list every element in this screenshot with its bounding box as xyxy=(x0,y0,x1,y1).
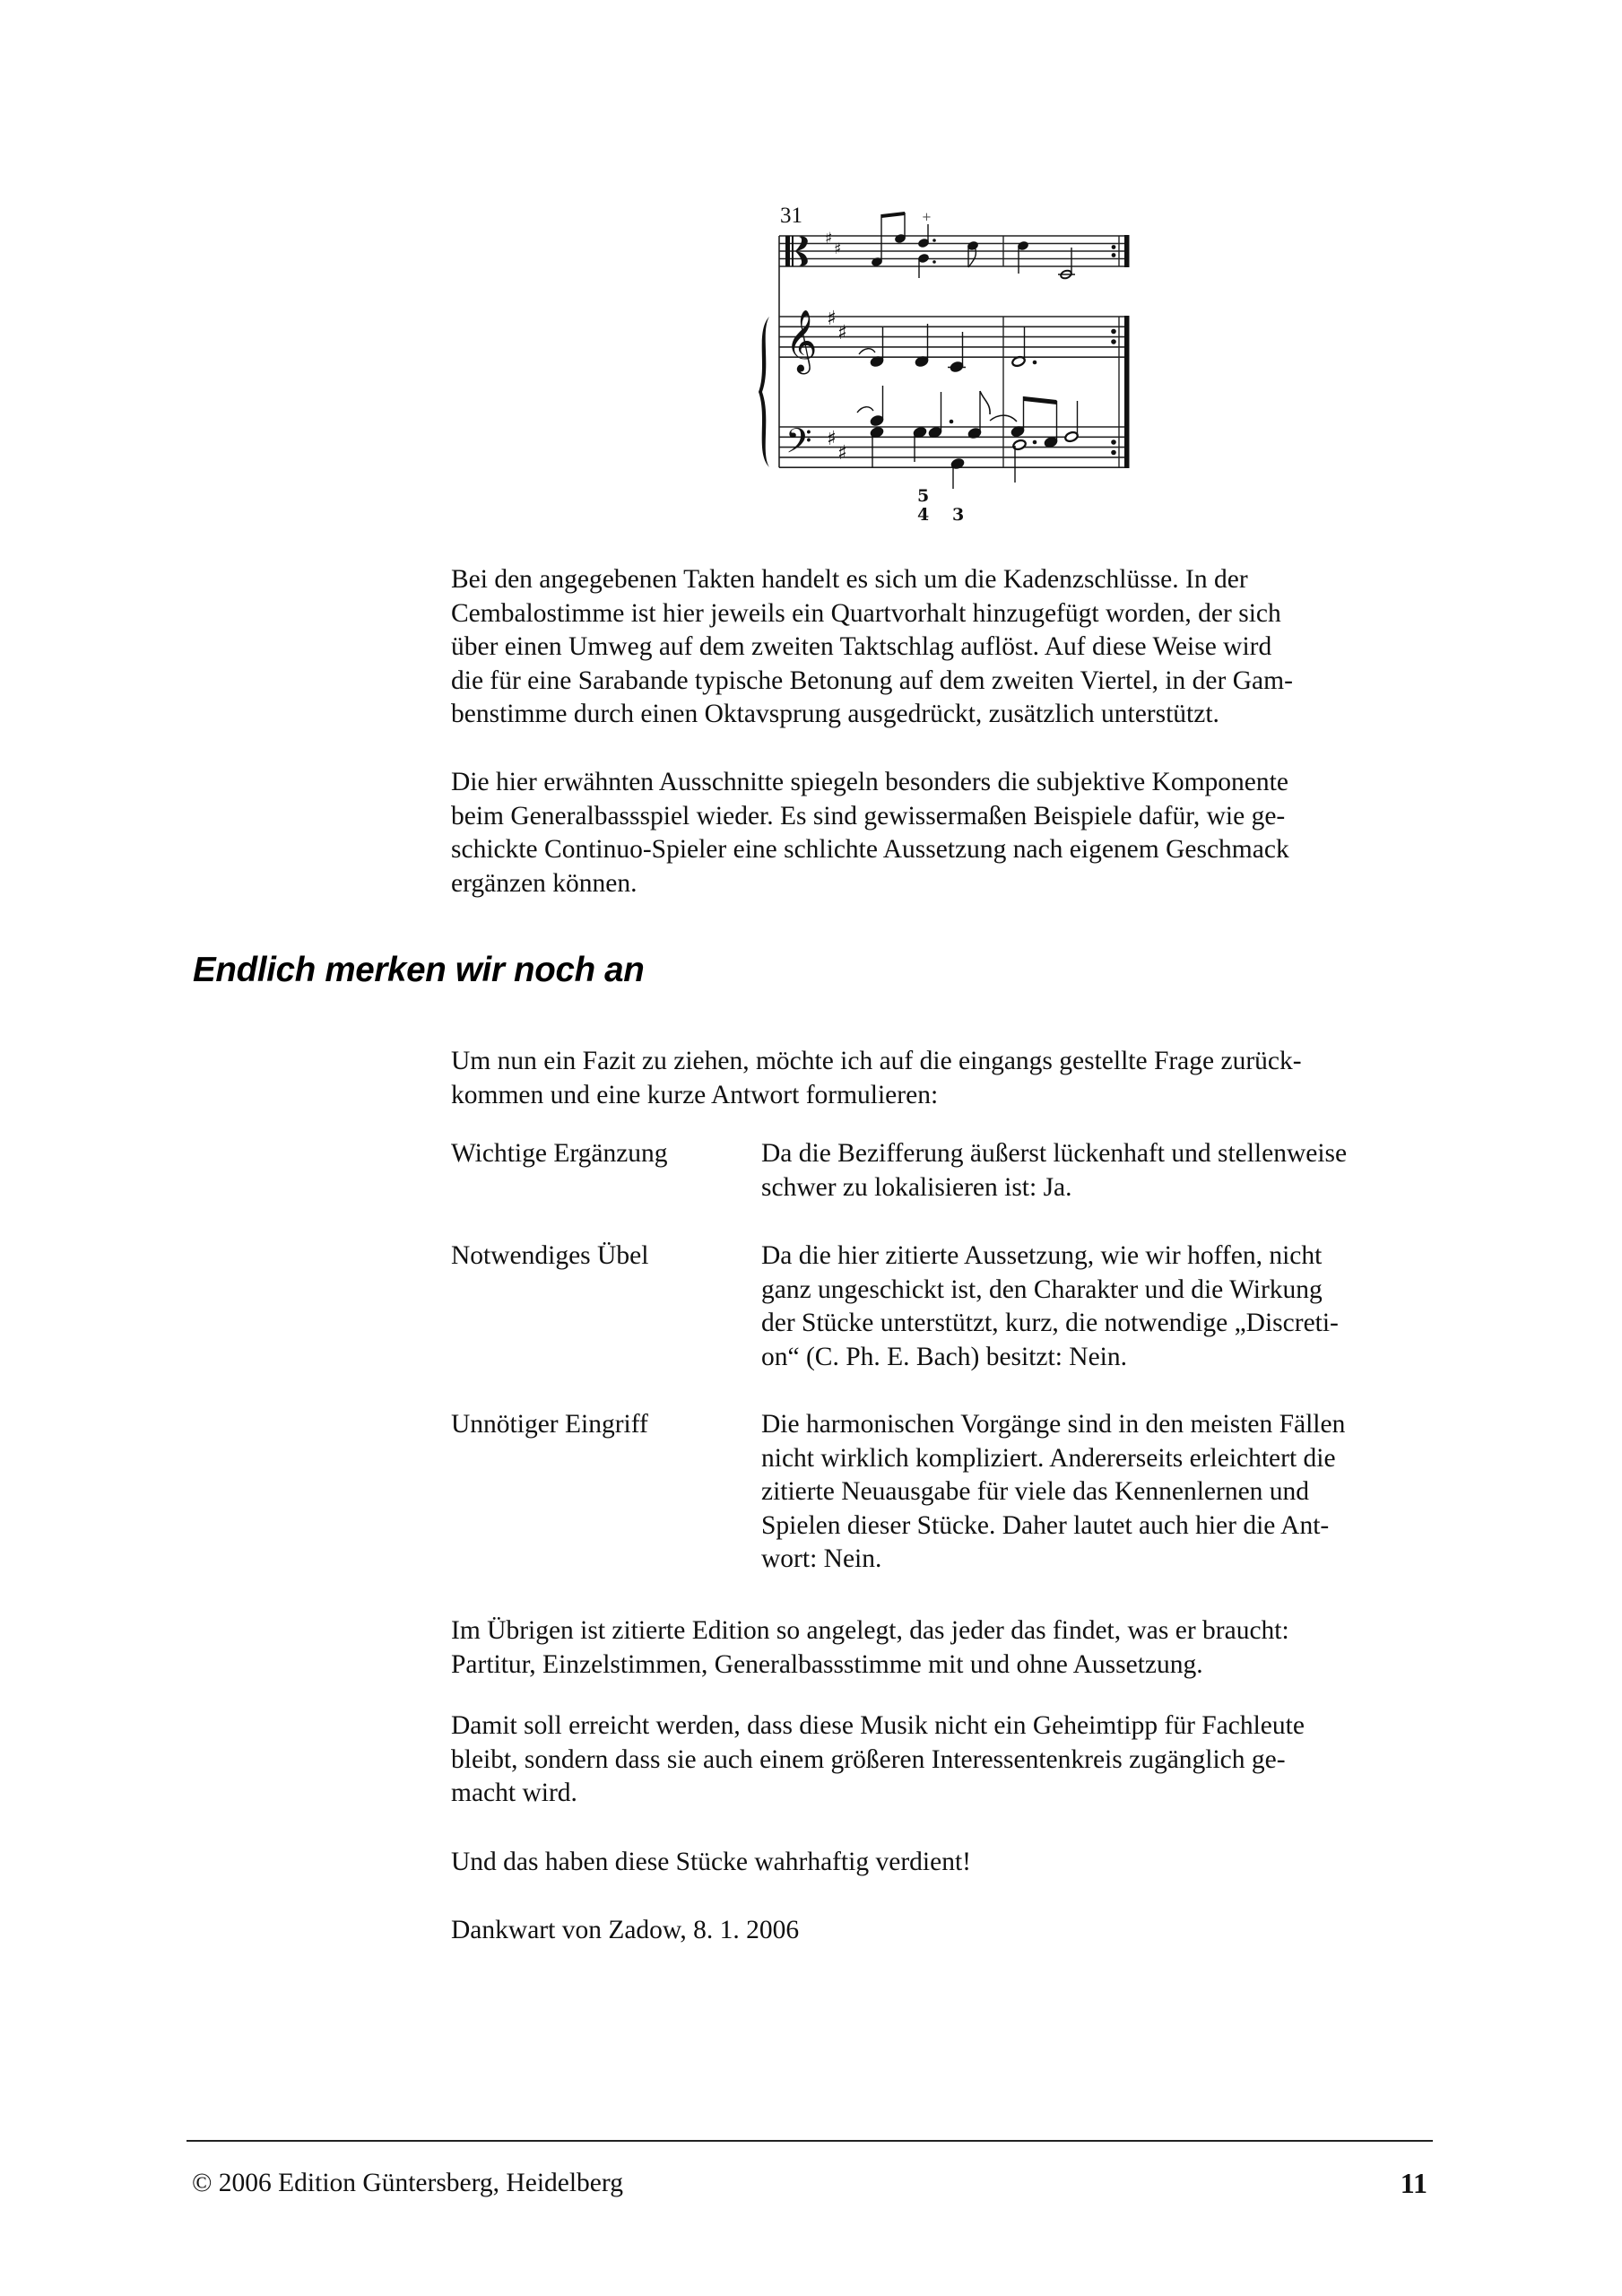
answer-term: Notwendiges Übel xyxy=(451,1241,649,1270)
text-line: bleibt, sondern dass sie auch einem größeren Interessentenkreis zugänglich ge- xyxy=(451,1744,1286,1774)
text-line: schwer zu lokalisieren ist: Ja. xyxy=(761,1172,1072,1202)
final-thick-barline xyxy=(1124,316,1130,468)
treble-clef-icon: 𝄞 xyxy=(785,309,818,372)
text-line: Cembalostimme ist hier jeweils ein Quartvorhalt hinzugefügt worden, der sich xyxy=(451,598,1281,628)
sharp-icon: ♯ xyxy=(837,442,847,465)
signature xyxy=(451,1914,1473,1948)
paragraph-cadence xyxy=(451,563,1473,732)
sharp-icon: ♯ xyxy=(834,240,842,258)
text-line: ergänzen können. xyxy=(451,868,638,898)
text-line: Spielen dieser Stücke. Daher lautet auch hier die Ant- xyxy=(761,1510,1330,1540)
music-excerpt xyxy=(0,0,1622,556)
signature-text: Dankwart von Zadow, 8. 1. 2006 xyxy=(451,1916,800,1944)
brace xyxy=(759,317,769,467)
sharp-icon: ♯ xyxy=(827,308,837,330)
text-line: Bei den angegebenen Takten handelt es sich um die Kadenzschlüsse. In der xyxy=(451,565,1248,594)
answer-term: Wichtige Ergänzung xyxy=(451,1139,668,1168)
figured-bass-5: 5 xyxy=(917,486,930,506)
final-thick-barline xyxy=(1124,235,1130,267)
text-line: zitierte Neuausgabe für viele das Kennenlernen und xyxy=(761,1477,1310,1507)
text-line: Da die Bezifferung äußerst lückenhaft und stellenweise xyxy=(761,1139,1348,1168)
text-line: der Stücke unterstützt, kurz, die notwendige „Discreti- xyxy=(761,1309,1339,1338)
paragraph-excerpts xyxy=(451,766,1473,900)
notes-cembalo-right xyxy=(859,324,1037,373)
paragraph-conclusion xyxy=(451,1846,1473,1880)
text-line: Da die hier zitierte Aussetzung, wie wir hoffen, nicht xyxy=(761,1241,1323,1270)
sharp-icon: ♯ xyxy=(837,322,847,344)
text-line: kommen und eine kurze Antwort formulieren: xyxy=(451,1080,939,1109)
text-line: beim Generalbassspiel wieder. Es sind gewissermaßen Beispiele dafür, wie ge- xyxy=(451,801,1286,831)
figured-bass-4: 4 xyxy=(917,505,930,525)
answer-term: Unnötiger Eingriff xyxy=(451,1410,648,1439)
section-heading: Endlich merken wir noch an xyxy=(193,951,645,989)
ornament-trill-mark: + xyxy=(922,211,932,224)
text-line: on“ (C. Ph. E. Bach) besitzt: Nein. xyxy=(761,1342,1128,1371)
text-line: schickte Continuo-Spieler eine schlichte Aussetzung nach eigenem Geschmack xyxy=(451,835,1289,865)
bass-clef-icon: 𝄢 xyxy=(785,421,812,469)
text-line: benstimme durch einen Oktavsprung ausgedrückt, zusätzlich unterstützt. xyxy=(451,700,1219,729)
sharp-icon: ♯ xyxy=(827,428,837,450)
text-line: Die hier erwähnten Ausschnitte spiegeln besonders die subjektive Komponente xyxy=(451,768,1288,796)
text-line: Die harmonischen Vorgänge sind in den meisten Fällen xyxy=(761,1410,1346,1439)
sharp-icon: ♯ xyxy=(825,230,833,248)
notes-gamba xyxy=(871,212,1075,280)
paragraph-intro xyxy=(451,1045,1473,1112)
text-line: Damit soll erreicht werden, dass diese Musik nicht ein Geheimtipp für Fachleute xyxy=(451,1711,1305,1740)
text-line: Und das haben diese Stücke wahrhaftig verdient! xyxy=(451,1848,971,1876)
text-line: über einen Umweg auf dem zweiten Taktschlag auflöst. Auf diese Weise wird xyxy=(451,632,1272,662)
footer-copyright: © 2006 Edition Güntersberg, Heidelberg xyxy=(192,2169,623,2197)
text-line: Um nun ein Fazit zu ziehen, möchte ich auf die eingangs gestellte Frage zurück- xyxy=(451,1047,1302,1075)
figured-bass-3: 3 xyxy=(952,505,965,525)
paragraph-edition xyxy=(451,1614,1473,1682)
measure-number: 31 xyxy=(780,204,802,228)
paragraph-goal xyxy=(451,1709,1473,1811)
text-line: die für eine Sarabande typische Betonung auf dem zweiten Viertel, in der Gam- xyxy=(451,665,1293,695)
footer-divider xyxy=(186,2140,1433,2142)
answer-definition xyxy=(761,1239,1479,1374)
text-line: Im Übrigen ist zitierte Edition so angelegt, das jeder das findet, was er braucht: xyxy=(451,1616,1289,1645)
text-line: wort: Nein. xyxy=(761,1544,882,1574)
text-line: ganz ungeschickt ist, den Charakter und die Wirkung xyxy=(761,1274,1323,1304)
text-line: nicht wirklich kompliziert. Andererseits erleichtert die xyxy=(761,1443,1336,1473)
text-line: Partitur, Einzelstimmen, Generalbassstimme mit und ohne Aussetzung. xyxy=(451,1649,1203,1679)
page-number: 11 xyxy=(1400,2167,1427,2199)
answer-definition xyxy=(761,1137,1479,1205)
text-line: macht wird. xyxy=(451,1779,577,1808)
answer-definition xyxy=(761,1408,1479,1577)
